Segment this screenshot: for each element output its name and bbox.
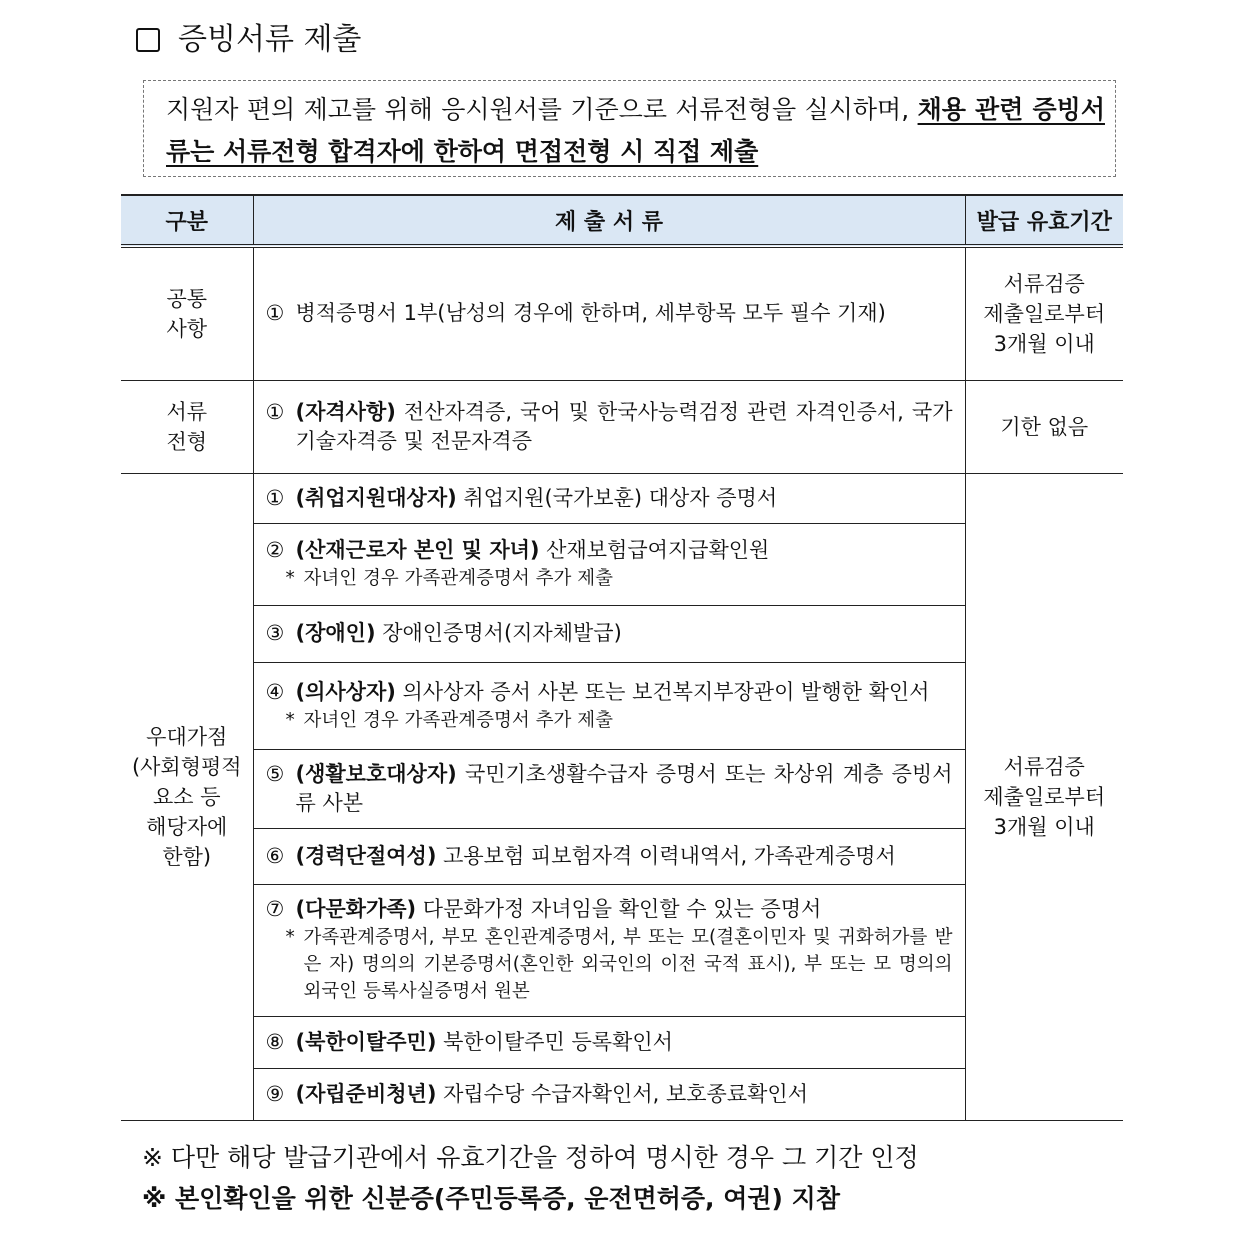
document-item	[253, 662, 965, 749]
item-number: ⑧	[265, 1029, 285, 1054]
item-label: (북한이탈주민)	[295, 1029, 437, 1054]
item-label: (취업지원대상자)	[295, 485, 457, 510]
item-number: ④	[265, 679, 285, 704]
documents-table	[121, 194, 1123, 1121]
note-text: 자녀인 경우 가족관계증명서 추가 제출	[303, 568, 613, 589]
notice-plain: 지원자 편의 제고를 위해 응시원서를 기준으로 서류전형을 실시하며,	[166, 95, 918, 124]
item-text: 취업지원(국가보훈) 대상자 증명서	[456, 485, 778, 510]
table-row	[121, 246, 1123, 380]
document-item	[253, 605, 965, 662]
header-category: 구분	[121, 195, 253, 246]
item-text: 의사상자 증서 사본 또는 보건복지부장관이 발행한 확인서	[395, 679, 930, 704]
item-text: 자립수당 수급자확인서, 보호종료확인서	[436, 1081, 808, 1106]
item-text: 병적증명서 1부(남성의 경우에 한하며, 세부항목 모두 필수 기재)	[295, 301, 886, 326]
item-number: ①	[265, 485, 285, 510]
item-number: ⑨	[265, 1081, 285, 1106]
item-note	[266, 565, 953, 592]
validity-cell: 기한 없음	[965, 380, 1123, 473]
item-label: (자격사항)	[295, 399, 396, 424]
document-item	[253, 246, 965, 380]
item-number: ③	[265, 621, 285, 645]
item-label: (장애인)	[295, 621, 376, 645]
category-cell: 공통 사항	[121, 246, 253, 380]
item-label: (생활보호대상자)	[295, 761, 457, 786]
item-text: 산재보험급여지급확인원	[539, 538, 770, 562]
document-item	[253, 828, 965, 884]
item-label: (산재근로자 본인 및 자녀)	[295, 538, 540, 562]
note-marker: *	[285, 568, 295, 589]
item-number: ⑦	[265, 897, 285, 921]
item-text: 국민기초생활수급자 증명서 또는 차상위 계층 증빙서류 사본	[295, 761, 953, 815]
header-validity: 발급 유효기간	[965, 195, 1123, 246]
item-note	[266, 707, 953, 734]
validity-cell: 서류검증 제출일로부터 3개월 이내	[965, 246, 1123, 380]
item-note	[266, 924, 953, 1005]
footnote-validity: ※ 다만 해당 발급기관에서 유효기간을 정하여 명시한 경우 그 기간 인정	[142, 1143, 919, 1172]
category-cell: 서류 전형	[121, 380, 253, 473]
item-number: ⑤	[265, 761, 285, 786]
document-item	[253, 523, 965, 605]
table-row	[121, 473, 1123, 523]
item-text: 다문화가정 자녀임을 확인할 수 있는 증명서	[416, 897, 822, 921]
note-marker: *	[285, 709, 295, 731]
section-title-text: 증빙서류 제출	[178, 22, 362, 57]
item-label: (다문화가족)	[295, 897, 417, 921]
note-text: 가족관계증명서, 부모 혼인관계증명서, 부 또는 모(결혼이민자 및 귀화허가를 받은 자) 명의의 기본증명서(혼인한 외국인의 이전 국적 표시), 부 또는 모 명의의 외국인 등록사실증명서 원본	[303, 927, 953, 1002]
note-text: 자녀인 경우 가족관계증명서 추가 제출	[303, 709, 613, 731]
item-text: 전산자격증, 국어 및 한국사능력검정 관련 자격인증서, 국가기술자격증 및 전문자격증	[295, 399, 953, 453]
item-label: (자립준비청년)	[295, 1081, 437, 1106]
item-number: ②	[265, 538, 285, 562]
footnote-id: ※ 본인확인을 위한 신분증(주민등록증, 운전면허증, 여권) 지참	[142, 1184, 840, 1213]
note-marker: *	[285, 927, 295, 948]
item-text: 북한이탈주민 등록확인서	[436, 1029, 673, 1054]
item-label: (경력단절여성)	[295, 843, 437, 868]
item-text: 장애인증명서(지자체발급)	[375, 621, 622, 645]
document-item	[253, 473, 965, 523]
document-item	[253, 380, 965, 473]
table-header-row	[121, 195, 1123, 246]
notice-box	[143, 80, 1116, 177]
table-row	[121, 380, 1123, 473]
item-number: ①	[265, 301, 285, 326]
item-text: 고용보험 피보험자격 이력내역서, 가족관계증명서	[436, 843, 896, 868]
category-cell: 우대가점 (사회형평적 요소 등 해당자에 한함)	[121, 473, 253, 1120]
notice-emphasis: 채용 관련 증빙서류는 서류전형 합격자에 한하여 면접전형 시 직접 제출	[166, 95, 1105, 166]
document-item	[253, 1068, 965, 1120]
item-label: (의사상자)	[295, 679, 396, 704]
header-documents: 제 출 서 류	[253, 195, 965, 246]
document-item	[253, 749, 965, 828]
item-number: ⑥	[265, 843, 285, 868]
document-item	[253, 884, 965, 1016]
document-item	[253, 1016, 965, 1068]
item-number: ①	[265, 399, 285, 424]
validity-cell: 서류검증 제출일로부터 3개월 이내	[965, 473, 1123, 1120]
section-title	[136, 20, 361, 60]
checkbox-icon	[136, 28, 160, 52]
